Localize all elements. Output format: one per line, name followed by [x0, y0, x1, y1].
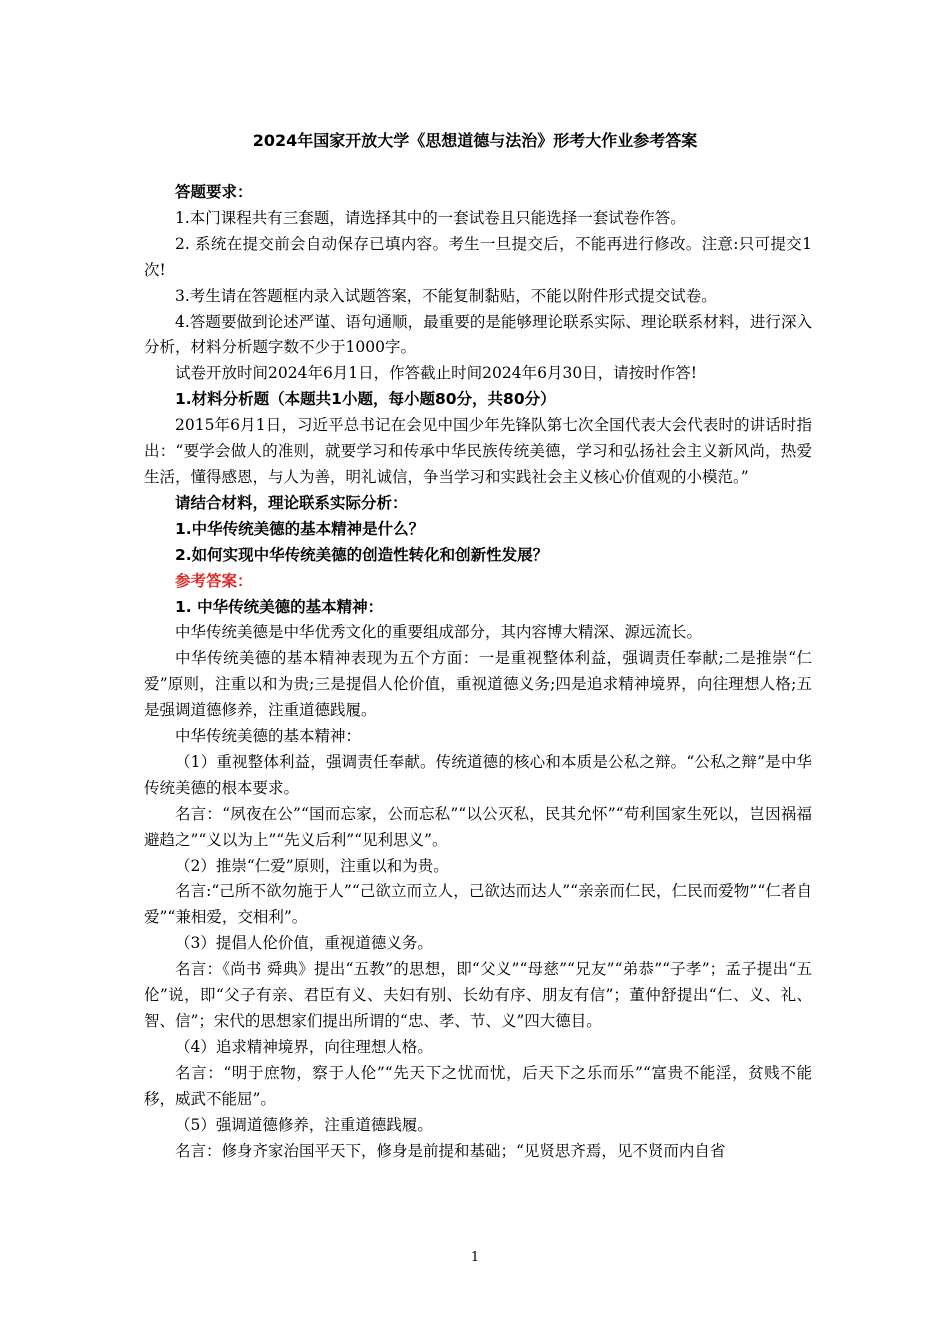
- answer-section-1-heading: 1. 中华传统美德的基本精神：: [175, 597, 384, 616]
- quote-paragraph: 名言:“己所不欲勿施于人”“己欲立而立人，己欲达而达人”“亲亲而仁民，仁民而爱物”“仁者自爱”“兼相爱，交相利”。: [144, 882, 812, 927]
- question-1: 1.中华传统美德的基本精神是什么？: [175, 519, 425, 538]
- document-title: 2024年国家开放大学《思想道德与法治》形考大作业参考答案: [252, 131, 698, 150]
- quote-paragraph: 名言：《尚书 舜典》提出“五教”的思想，即“父义”“母慈”“兄友”“弟恭”“子孝”；孟子提出“五伦”说，即“父子有亲、君臣有义、夫妇有别、长幼有序、朋友有信”；董仲舒提出“仁、义、礼、智、信”；宋代的思想家们提出所谓的“忠、孝、节、义”四大德目。: [144, 960, 812, 1030]
- question-type-heading: 1.材料分析题（本题共1小题，每小题80分，共80分）: [175, 390, 556, 409]
- answer-paragraph: （5）强调道德修养，注重道德践履。: [175, 1115, 433, 1134]
- answer-paragraph: 中华传统美德的基本精神：: [175, 727, 362, 746]
- requirements-heading: 答题要求：: [175, 183, 253, 201]
- exam-schedule: 试卷开放时间2024年6月1日，作答截止时间2024年6月30日，请按时作答!: [175, 364, 697, 383]
- requirement-4: 4.答题要做到论述严谨、语句通顺，最重要的是能够理论联系实际、理论联系材料，进行深入分析，材料分析题字数不少于1000字。: [144, 312, 812, 357]
- requirement-2: 2. 系统在提交前会自动保存已填内容。考生一旦提交后，不能再进行修改。注意:只可提交1次!: [144, 234, 812, 279]
- answer-paragraph: （2）推崇“仁爱”原则，注重以和为贵。: [175, 856, 449, 875]
- quote-paragraph: 名言：修身齐家治国平天下，修身是前提和基础；“见贤思齐焉，见不贤而内自省: [175, 1141, 726, 1160]
- requirement-1: 1.本门课程共有三套题，请选择其中的一套试卷且只能选择一套试卷作答。: [175, 208, 686, 227]
- answer-paragraph: （4）追求精神境界，向往理想人格。: [175, 1037, 433, 1056]
- page-number: 1: [470, 1250, 480, 1265]
- document-body: [144, 180, 812, 1164]
- answer-paragraph: （1）重视整体利益，强调责任奉献。传统道德的核心和本质是公私之辩。“公私之辩”是中华传统美德的根本要求。: [144, 752, 812, 797]
- answer-paragraph: 中华传统美德的基本精神表现为五个方面：一是重视整体利益，强调责任奉献;二是推崇“仁爱”原则，注重以和为贵;三是提倡人伦价值，重视道德义务;四是追求精神境界，向往理想人格;五是强调道德修养，注重道德践履。: [144, 649, 812, 720]
- answer-paragraph: 中华传统美德是中华优秀文化的重要组成部分，其内容博大精深、源远流长。: [175, 623, 703, 642]
- answer-paragraph: （3）提倡人伦价值，重视道德义务。: [175, 934, 433, 953]
- analysis-instruction: 请结合材料，理论联系实际分析：: [175, 493, 408, 512]
- question-2: 2.如何实现中华传统美德的创造性转化和创新性发展？: [175, 545, 549, 564]
- quote-paragraph: 名言：“夙夜在公”“国而忘家，公而忘私”“以公灭私，民其允怀”“苟利国家生死以，岂因祸福避趋之”“义以为上”“先义后利”“见利思义”。: [144, 804, 812, 849]
- material-paragraph: 2015年6月1日，习近平总书记在会见中国少年先锋队第七次全国代表大会代表时的讲话时指出：“要学会做人的准则，就要学习和传承中华民族传统美德，学习和弘扬社会主义新风尚，热爱生活，懂得感恩，与人为善，明礼诚信，争当学习和实践社会主义核心价值观的小模范。”: [144, 416, 812, 486]
- reference-answer-heading: 参考答案：: [175, 571, 253, 590]
- quote-paragraph: 名言：“明于庶物，察于人伦”“先天下之忧而忧，后天下之乐而乐”“富贵不能淫，贫贱不能移，威武不能屈”。: [144, 1063, 812, 1108]
- requirement-3: 3.考生请在答题框内录入试题答案，不能复制黏贴，不能以附件形式提交试卷。: [175, 286, 717, 305]
